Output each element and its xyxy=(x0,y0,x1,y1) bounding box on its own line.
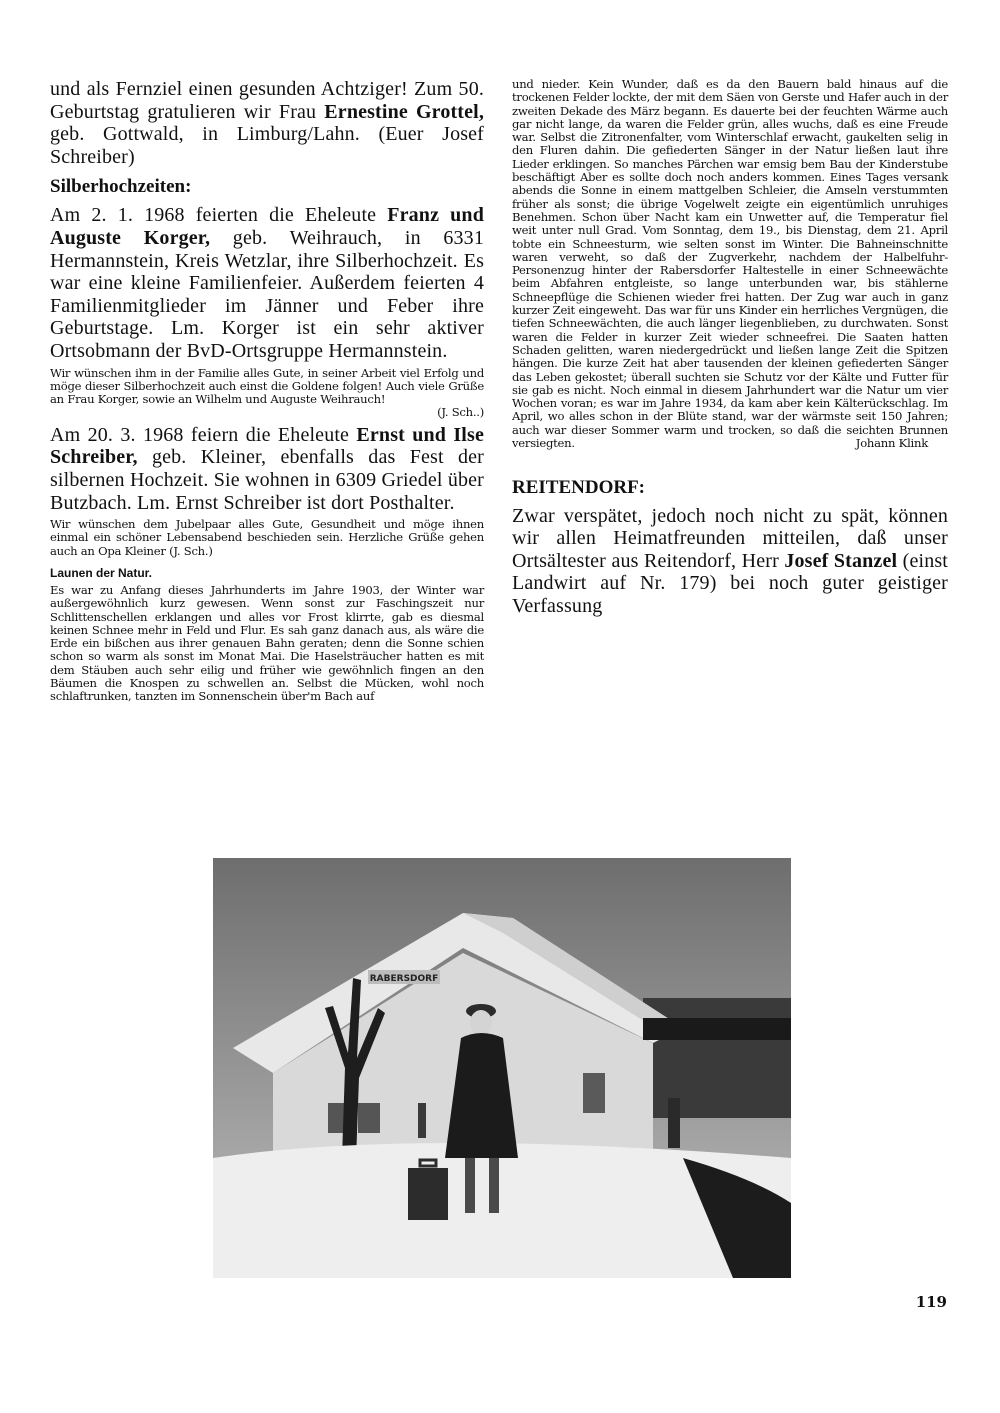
wishes-schreiber: Wir wünschen dem Jubelpaar alles Gute, Gesundheit und möge ihnen einmal ein schöner Lebensabend beschieden sein. Herzliche Grüße gehen auch an Opa Kleiner (J. Sch.) xyxy=(50,517,484,558)
left-column xyxy=(50,78,484,704)
paragraph-nature-part1: Es war zu Anfang dieses Jahrhunderts im Jahre 1903, der Winter war außergewöhnlich kurz gewesen. Wenn sonst zur Faschingszeit nur Schlittenschellen erklangen und alles vor Frost klirrte, gab es diesmal keinen Schnee mehr in Feld und Flur. Es sah ganz danach aus, als wäre die Erde ein bißchen aus ihrer genauen Bahn geraten; denn die Sonne schien schon so warm als sonst im Monat Mai. Die Haselsträucher hatten es mit dem Stäuben auch sehr eilig und früher wie gewöhnlich fingen an den Bäumen die Knospen zu schwellen an. Selbst die Mücken, wohl noch schlaftrunken, tanzten im Sonnenschein über'm Bach auf xyxy=(50,582,484,704)
paragraph-stanzel: Zwar verspätet, jedoch noch nicht zu spät, können wir allen Heimatfreunden mitteilen, daß unser Ortsältester aus Reitendorf, Herr Josef Stanzel (einst Landwirt auf Nr. 179) bei noch guter geistiger Verfassung xyxy=(512,504,948,617)
name-stanzel: Josef Stanzel xyxy=(784,549,898,572)
name-korger: Franz und Auguste Korger, xyxy=(50,204,484,249)
name-grottel: Ernestine Grottel, xyxy=(324,100,484,123)
paragraph-korger: Am 2. 1. 1968 feierten die Eheleute Franz und Auguste Korger, geb. Weihrauch, in 6331 Hermannstein, Kreis Wetzlar, ihre Silberhochzeit. Es war eine kleine Familienfeier. Außerdem feierten 4 Familienmitglieder im Jänner und Feber ihre Geburtstage. Lm. Korger ist ein sehr aktiver Ortsobmann der BvD-Ortsgruppe Hermannstein. xyxy=(50,204,484,362)
paragraph-grottel: und als Fernziel einen gesunden Achtziger! Zum 50. Geburtstag gratulieren wir Frau Ernestine Grottel, geb. Gottwald, in Limburg/Lahn. (Euer Josef Schreiber) xyxy=(50,78,484,168)
station-sign: RABERSDORF xyxy=(369,974,439,984)
signature-johann-klink: Johann Klink xyxy=(855,436,928,451)
station-photo xyxy=(213,858,791,1278)
paragraph-schreiber: Am 20. 3. 1968 feiern die Eheleute Ernst und Ilse Schreiber, geb. Kleiner, ebenfalls das Fest der silbernen Hochzeit. Sie wohnen in 6309 Griedel über Butzbach. Lm. Ernst Schreiber ist dort Posthalter. xyxy=(50,423,484,514)
heading-reitendorf: REITENDORF: xyxy=(512,476,646,498)
right-column xyxy=(512,78,948,618)
name-schreiber: Ernst und Ilse Schreiber, xyxy=(50,423,484,469)
paragraph-nature-part2: und nieder. Kein Wunder, daß es da den Bauern bald hinaus auf die trockenen Felder lockte, der mit dem Säen von Gerste und Hafer auch in der zweiten Dekade des März begann. Es dauerte bei der feuchten Wärme auch gar nicht lange, da waren die Felder grün, alles wuchs, daß es eine Freude war. Selbst die Zitronenfalter, vom Winterschlaf erwacht, gaukelten selig in den Fluren dahin. Die gefiederten Sänger in der Natur ließen laut ihre Lieder erklingen. So manches Pärchen war emsig bem Bau der Kinderstube beschäftigt Aber es sollte doch noch anders kommen. Eines Tages versank abends die Sonne in einem mattgelben Schleier, die Amseln verstummten früher als sonst; die übrige Vogelwelt zeigte ein eigentümlich unruhiges Benehmen. Schon über Nacht kam ein Unwetter auf, die Temperatur fiel weit unter null Grad. Vom Sonntag, dem 19., bis Dienstag, dem 21. April tobte ein Schneesturm, wie selten sonst im Winter. Die Bahneinschnitte waren verweht, so daß der Zugverkehr, nachdem der Halbelfuhr-Personenzug hinter der Rabersdorfer Haltestelle in einer Schneewächte beim Abfahren entgleiste, so lange unterbunden war, bis stählerne Schneepflüge die Schienen wieder frei hatten. Der Zug war auch in ganz kurzer Zeit eingeweht. Das war für uns Kinder ein herrliches Vergnügen, die tiefen Schneewächten, die auch länger liegenblieben, zu durchwaten. Sonst waren die Felder in kurzer Zeit wieder schneefrei. Die Saaten hatten Schaden gelitten, waren niedergedrückt und ließen lange Zeit die Spitzen hängen. Die kurze Zeit hat aber tausenden der kleinen gefiederten Sänger das Leben gekostet; überall suchten sie Schutz vor der Kälte und Futter für sie gab es nicht. Noch einmal in diesem Jahrhundert war die Natur um vier Wochen voran; es war im Jahre 1934, da kam aber kein Kälterückschlag. Im April, wo alles schon in der Blüte stand, war der wärmste seit 150 Jahren; auch war dieser Sommer warm und trocken, so daß die seichten Brunnen versiegten. xyxy=(512,77,948,451)
heading-silberhochzeiten: Silberhochzeiten: xyxy=(50,176,192,198)
page-number: 119 xyxy=(915,1293,947,1311)
signature-jsch-1: (J. Sch..) xyxy=(437,405,484,420)
wishes-korger: Wir wünschen ihm in der Familie alles Gute, in seiner Arbeit viel Erfolg und möge dieser Silberhochzeit auch einst die Goldene folgen! Auch viele Grüße an Frau Korger, sowie an Wilhelm und Auguste Weihrauch! xyxy=(50,365,484,407)
heading-launen-der-natur: Launen der Natur. xyxy=(50,565,153,580)
